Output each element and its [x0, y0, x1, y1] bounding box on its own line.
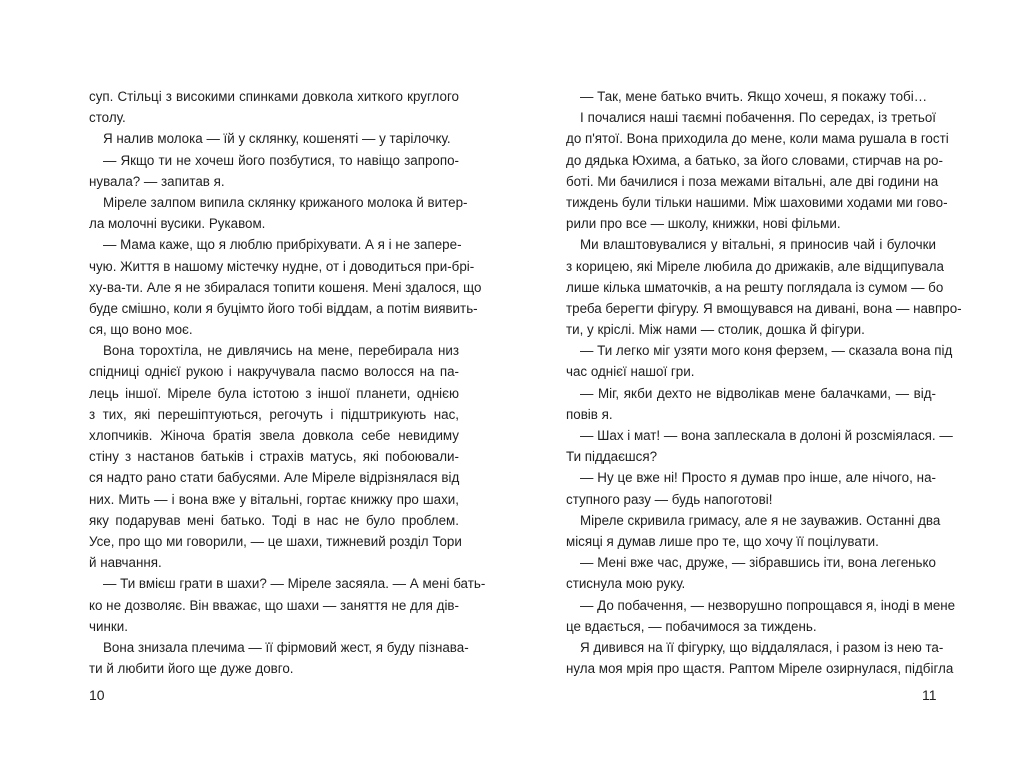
text-line: ти, у кріслі. Між нами — столик, дошка й фігури.: [566, 322, 865, 338]
text-line: Мірелe скривила гримасу, але я не зауважив. Останні два: [580, 512, 941, 528]
text-line: лець іншої. Мірелe була істотою з іншої планети, однією: [89, 385, 459, 401]
text-line: Я дивився на її фігурку, що віддалялася, і разом із нею та-: [580, 639, 944, 655]
text-line: це вдається, — побачимося за тиждень.: [566, 618, 817, 634]
text-line: нула моя мрія про щастя. Раптом Мірелe озирнулася, підбігла: [566, 661, 954, 677]
text-line: ся надто рано стати бабусями. Але Мірелe відрізнялася від: [89, 470, 460, 486]
text-line: лише кілька шматочків, а на решту поглядала із сумом — бо: [566, 279, 944, 295]
left-page-number: 10: [89, 687, 105, 703]
text-line: й навчання.: [89, 555, 162, 571]
text-line: нувала? — запитав я.: [89, 173, 225, 189]
text-line: стіну з настанов батьків і страхів матусь, які побоювали-: [89, 449, 459, 465]
text-line: ся, що воно моє.: [89, 322, 193, 338]
text-line: столу.: [89, 110, 126, 126]
text-line: повів я.: [566, 406, 613, 422]
text-line: яку подарував мені батько. Тоді в нас не було проблем.: [89, 512, 459, 528]
text-line: до дядька Юхима, а батько, за його словами, стирчав на ро-: [566, 152, 943, 168]
text-line: ступного разу — будь напоготові!: [566, 491, 773, 507]
text-line: Вона торохтіла, не дивлячись на мене, перебирала низ: [103, 343, 459, 359]
left-page: [89, 86, 486, 679]
text-line: ла молочні вусики. Рукавом.: [89, 216, 266, 232]
text-line: треба берегти фігуру. Я вмощувався на дивані, вона — навпро-: [566, 300, 962, 316]
text-line: чинки.: [89, 618, 128, 634]
text-line: з тих, які перешіптуються, регочуть і підштрикують нас,: [89, 406, 459, 422]
text-line: Усе, про що ми говорили, — це шахи, тижневий розділ Тори: [89, 533, 462, 549]
text-line: — Мені вже час, друже, — зібравшись іти, вона легенько: [580, 555, 936, 571]
right-page-number: 11: [922, 687, 937, 703]
text-line: — До побачення, — незворушно попрощався я, іноді в мене: [580, 597, 956, 613]
text-line: Вона знизала плечима — її фірмовий жест, я буду пізнава-: [103, 639, 469, 655]
text-line: — Ти вмієш грати в шахи? — Мірелe засяяла. — А мені бать-: [103, 576, 486, 592]
text-line: буде смішно, коли я буцімто його тобі віддам, а потім виявить-: [89, 300, 478, 316]
text-line: — Ну це вже ні! Просто я думав про інше, але нічого, на-: [580, 470, 936, 486]
text-line: хлопчиків. Жіноча братія звела довкола себе невидиму: [89, 428, 459, 443]
text-line: боті. Ми бачилися і поза межами вітальні, але дві години на: [566, 173, 939, 189]
text-line: Я налив молока — їй у склянку, кошеняті — у тарілочку.: [103, 131, 451, 147]
text-line: — Міг, якби дехто не відволікав мене балачками, — від-: [580, 385, 936, 401]
text-line: Ми влаштовувалися у вітальні, я приносив чай і булочки: [580, 237, 936, 253]
right-page: [566, 86, 962, 679]
text-line: спідниці однієї рукою і накручувала пасмо волосся на па-: [89, 364, 459, 380]
text-line: — Якщо ти не хочеш його позбутися, то навіщо запропо-: [103, 152, 459, 168]
text-line: суп. Стільці з високими спинками довкола хиткого круглого: [89, 89, 459, 104]
text-line: рили про все — школу, книжки, нові фільми.: [566, 216, 841, 232]
text-line: — Так, мене батько вчить. Якщо хочеш, я покажу тобі…: [580, 89, 928, 104]
text-line: І почалися наші таємні побачення. По середах, із третьої: [580, 110, 936, 126]
text-line: ко не дозволяє. Він вважає, що шахи — заняття не для дів-: [89, 597, 459, 613]
text-line: до п'ятої. Вона приходила до мене, коли мама рушала в гості: [566, 131, 949, 147]
text-line: Ти піддаєшся?: [566, 449, 658, 465]
text-line: Мірелe залпом випила склянку крижаного молока й витер-: [103, 194, 468, 210]
text-line: місяці я думав лише про те, що хочу її поцілувати.: [566, 533, 879, 549]
text-line: них. Мить — і вона вже у вітальні, гортає книжку про шахи,: [89, 491, 459, 507]
text-line: стиснула мою руку.: [566, 576, 686, 592]
text-line: — Шах і мат! — вона заплескала в долоні й розсміялася. —: [580, 428, 953, 443]
text-line: час однієї нашої гри.: [566, 364, 695, 380]
text-line: тиждень були тільки нашими. Між шаховими ходами ми гово-: [566, 194, 948, 210]
text-line: — Ти легко міг узяти мого коня ферзем, — сказала вона під: [580, 343, 953, 359]
text-line: з корицею, які Мірелe любила до дрижаків, але відщипувала: [566, 258, 945, 274]
text-line: ти й любити його ще дуже довго.: [89, 661, 294, 677]
text-line: ху-ва-ти. Але я не збиралася топити кошеня. Мені здалося, що: [89, 279, 482, 295]
text-line: чую. Життя в нашому містечку нудне, от і доводиться при-брі-: [89, 258, 475, 274]
text-line: — Мама каже, що я люблю прибріхувати. А я і не запере-: [103, 237, 462, 253]
